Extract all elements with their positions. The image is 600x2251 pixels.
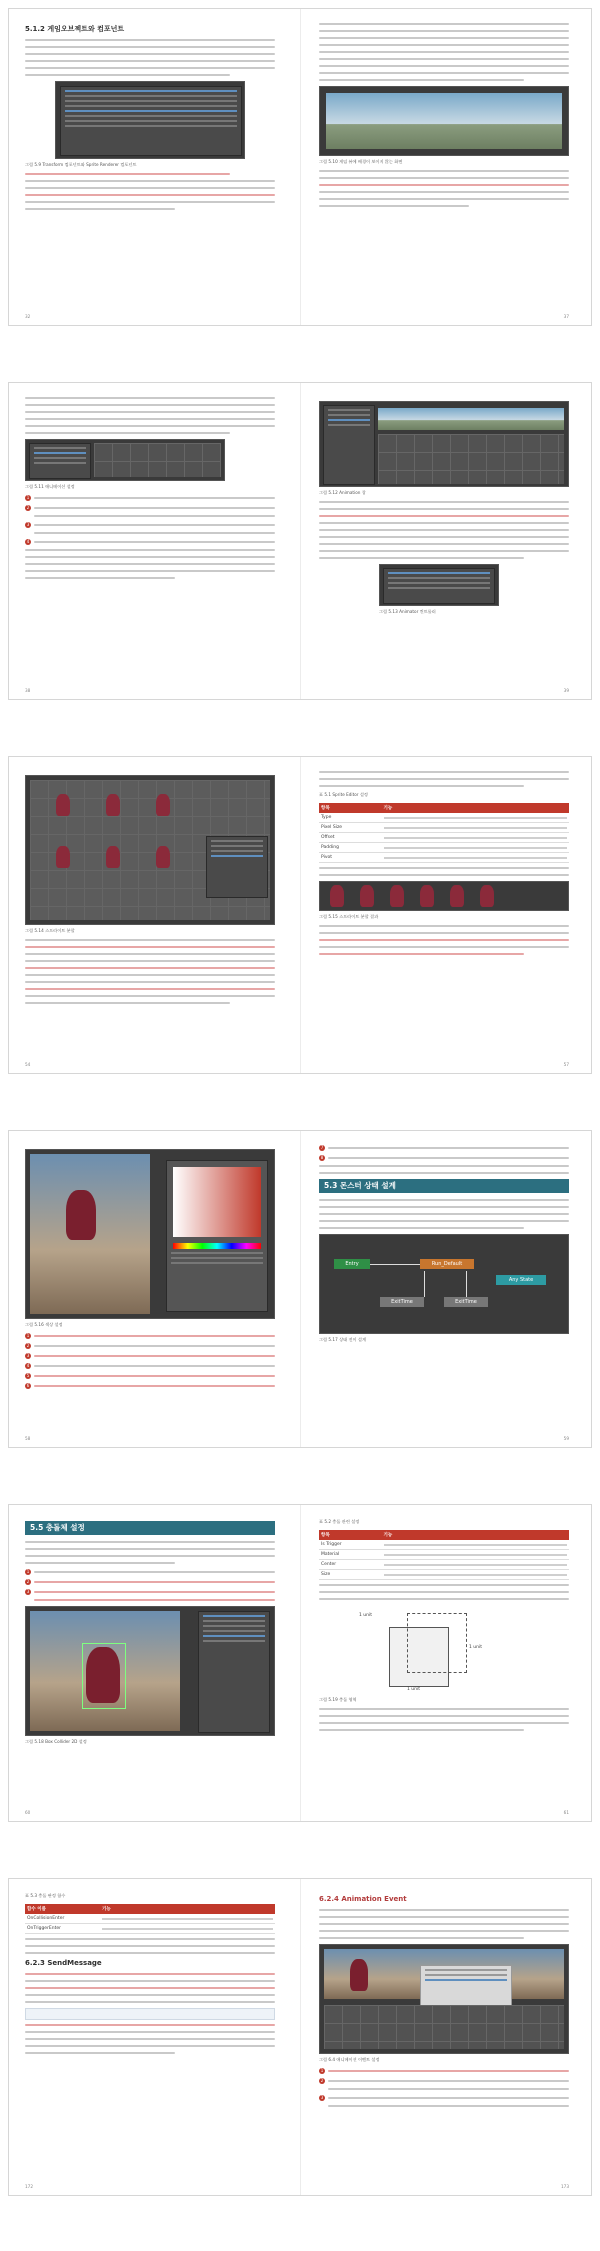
- table-header: 항목: [319, 1530, 382, 1540]
- color-picker-panel: [166, 1160, 268, 1312]
- settings-table: [319, 803, 569, 863]
- left-page: [25, 23, 275, 319]
- collider-screenshot: [25, 1606, 275, 1736]
- page-number: 173: [561, 2184, 569, 2189]
- section-heading: 5.5 충돌체 설정: [25, 1521, 275, 1535]
- page-number: 54: [25, 1062, 31, 1067]
- color-picker-screenshot: [25, 1149, 275, 1319]
- page-number: 32: [25, 314, 31, 319]
- page-number: 172: [25, 2184, 33, 2189]
- left-page: [25, 1893, 275, 2189]
- table-row: Pivot: [319, 853, 569, 863]
- animation-window-screenshot: [319, 401, 569, 487]
- left-page: [25, 771, 275, 1067]
- table-row: Padding: [319, 843, 569, 853]
- sprite-result-screenshot: [319, 881, 569, 911]
- figure-caption: 그림 5.15 스프라이트 분할 결과: [319, 914, 379, 919]
- page-number: 60: [25, 1810, 31, 1815]
- left-page: 그림 5.16 색상 설정 1 2 3 4 5 6 58: [25, 1145, 275, 1441]
- transition-arrow: [466, 1271, 467, 1297]
- code-block: [25, 2008, 275, 2020]
- cube-label: 1 unit: [359, 1613, 373, 1618]
- page-spread-2: [8, 382, 592, 700]
- table-header: 기능: [382, 1530, 570, 1540]
- table-header: 함수 이름: [25, 1904, 100, 1914]
- figure-caption: 그림 5.17 상태 전이 설계: [319, 1337, 367, 1342]
- right-page: [319, 771, 569, 1067]
- collider-box: [82, 1643, 126, 1709]
- game-view-screenshot: [319, 86, 569, 156]
- figure-caption: 그림 5.11 애니메이션 설정: [25, 484, 75, 489]
- section-heading: 5.3 몬스터 상태 설계: [319, 1179, 569, 1193]
- function-table: [25, 1904, 275, 1934]
- cube-diagram: [319, 1605, 569, 1693]
- sprite-editor-screenshot: [25, 775, 275, 925]
- figure-caption-2: 그림 5.13 Animator 컨트롤러: [379, 609, 436, 614]
- transition-arrow: [424, 1271, 425, 1297]
- figure-caption: 그림 5.10 게임 뷰에 배경이 보이지 않는 화면: [319, 159, 403, 164]
- figure-caption: 그림 5.16 색상 설정: [25, 1322, 63, 1327]
- page-spread-4: [8, 1130, 592, 1448]
- inspector-screenshot: [55, 81, 245, 159]
- table-row: Size: [319, 1570, 569, 1580]
- page-number: 38: [25, 688, 31, 693]
- background-sprite: [326, 93, 562, 149]
- left-page: 5.5 충돌체 설정 1 2 3 그림 5.18 Box Collider 2D 설정 60: [25, 1519, 275, 1815]
- figure-caption: 그림 5.9 Transform 컴포넌트와 Sprite Renderer 컴포넌트: [25, 162, 137, 167]
- table-row: Type: [319, 813, 569, 823]
- right-page: [319, 23, 569, 319]
- table-caption: 표 5.3 충돌 판정 함수: [25, 1893, 66, 1898]
- section-heading: 5.1.2 게임오브젝트와 컴포넌트: [25, 25, 125, 33]
- collision-table: [319, 1530, 569, 1580]
- gutter: [300, 9, 301, 325]
- figure-caption: 그림 5.12 Animation 창: [319, 490, 366, 495]
- table-caption: 표 5.2 충돌 관련 설정: [319, 1519, 360, 1524]
- table-row: Offset: [319, 833, 569, 843]
- table-row: Material: [319, 1550, 569, 1560]
- cube-back-face: [407, 1613, 467, 1673]
- state-node-exit-2: ExitTime: [444, 1297, 488, 1307]
- page-number: 58: [25, 1436, 31, 1441]
- table-row: Is Trigger: [319, 1540, 569, 1550]
- animation-event-screenshot: [319, 1944, 569, 2054]
- page-number: 39: [563, 688, 569, 693]
- cube-label: 1 unit: [469, 1645, 483, 1650]
- table-row: Center: [319, 1560, 569, 1570]
- right-page: [319, 397, 569, 693]
- animator-screenshot: [379, 564, 499, 606]
- table-row: OnTriggerEnter: [25, 1924, 275, 1934]
- cube-label: 1 unit: [407, 1687, 421, 1692]
- state-node-exit: ExitTime: [380, 1297, 424, 1307]
- inspector-panel: [60, 86, 242, 156]
- table-header: 기능: [382, 803, 570, 813]
- state-node-default: Run_Default: [420, 1259, 474, 1269]
- figure-caption: 그림 6.4 애니메이션 이벤트 설정: [319, 2057, 380, 2062]
- sub-heading: 6.2.4 Animation Event: [319, 1895, 407, 1903]
- right-page: [319, 1519, 569, 1815]
- figure-caption: 그림 5.19 충돌 영역: [319, 1697, 357, 1702]
- right-page: 7 8 5.3 몬스터 상태 설계 Entry Run_Default ExitTime ExitTime Any State 그림 5.17 상태 전이 설계 59: [319, 1145, 569, 1441]
- table-caption: 표 5.1 Sprite Editor 설정: [319, 792, 368, 797]
- state-node-any: Any State: [496, 1275, 546, 1285]
- transition-arrow: [370, 1264, 420, 1265]
- state-diagram-screenshot: [319, 1234, 569, 1334]
- page-number: 59: [563, 1436, 569, 1441]
- left-page: 그림 5.11 애니메이션 설정 1 2 3 4 38: [25, 397, 275, 693]
- table-header: 항목: [319, 803, 382, 813]
- figure-caption: 그림 5.18 Box Collider 2D 설정: [25, 1739, 87, 1744]
- right-page: 6.2.4 Animation Event 그림 6.4 애니메이션 이벤트 설정 1 2 3 173: [319, 1895, 569, 2189]
- event-dialog: [420, 1965, 512, 2007]
- page-number: 37: [563, 314, 569, 319]
- table-row: OnCollisionEnter: [25, 1914, 275, 1924]
- state-node-entry: Entry: [334, 1259, 370, 1269]
- animation-screenshot: [25, 439, 225, 481]
- table-header: 기능: [100, 1904, 275, 1914]
- page-spread-3: [8, 756, 592, 1074]
- page-spread-1: [8, 8, 592, 326]
- page-number: 61: [563, 1810, 569, 1815]
- sub-heading: 6.2.3 SendMessage: [25, 1959, 102, 1967]
- figure-caption: 그림 5.14 스프라이트 분할: [25, 928, 75, 933]
- page-number: 57: [563, 1062, 569, 1067]
- page-spread-5: [8, 1504, 592, 1822]
- table-row: Pixel Size: [319, 823, 569, 833]
- page-spread-6: [8, 1878, 592, 2196]
